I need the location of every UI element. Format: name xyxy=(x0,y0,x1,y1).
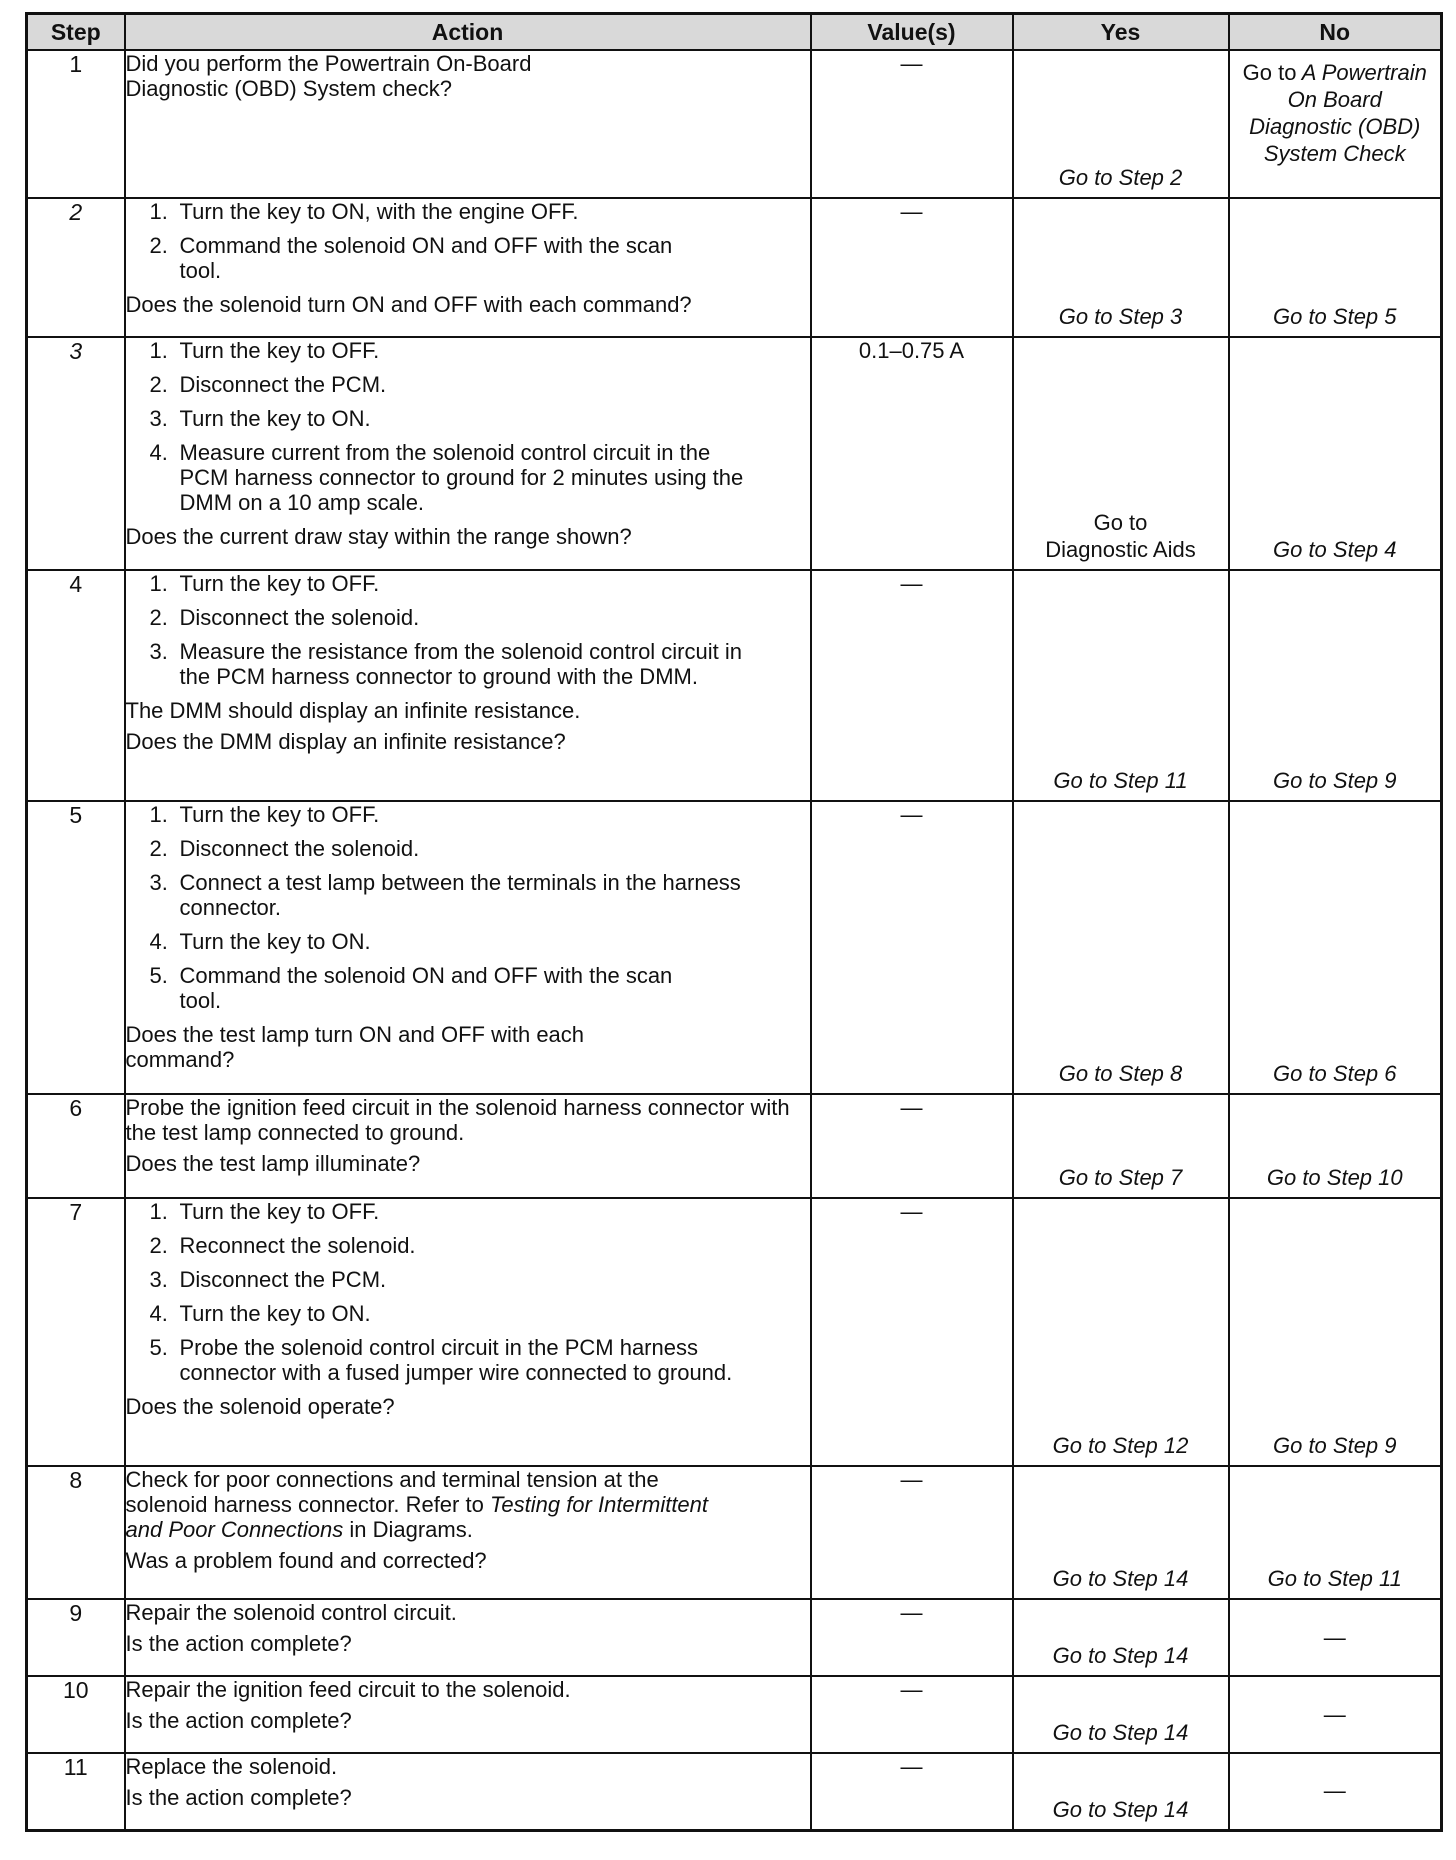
list-item: 2. Command the solenoid ON and OFF with the scan tool. xyxy=(126,233,810,283)
yes-cell xyxy=(1013,198,1229,337)
list-item-text: Reconnect the solenoid. xyxy=(179,1233,416,1258)
list-item-text: Command the solenoid ON and OFF with the scan tool. xyxy=(179,963,673,1013)
no-cell xyxy=(1229,1753,1442,1830)
value-cell: — xyxy=(811,1753,1013,1830)
instruction-list xyxy=(126,802,810,1013)
list-item: 4. Turn the key to ON. xyxy=(149,929,371,954)
step-number: 1 xyxy=(27,50,125,198)
list-item: 1. Turn the key to OFF. xyxy=(149,802,380,827)
step-number: 8 xyxy=(27,1466,125,1599)
yes-link[interactable]: Go to Step 8 xyxy=(1058,1061,1183,1086)
list-item-text: Measure current from the solenoid control circuit in the PCM harness connector to ground for 2 minutes using the DMM on a 10 amp scale. xyxy=(179,440,744,515)
action-cell xyxy=(125,337,811,570)
yes-link-line: Diagnostic Aids xyxy=(1045,537,1196,562)
no-link[interactable]: Go to Step 9 xyxy=(1272,768,1397,793)
yes-link[interactable]: Go to Step 12 xyxy=(1052,1433,1189,1458)
yes-cell xyxy=(1013,337,1229,570)
value-cell: 0.1–0.75 A xyxy=(811,337,1013,570)
value-cell: — xyxy=(811,1676,1013,1753)
action-cell xyxy=(125,1466,811,1599)
list-item: 1. Turn the key to OFF. xyxy=(149,571,380,596)
list-item: 1. Turn the key to ON, with the engine OFF. xyxy=(149,199,579,224)
no-cell xyxy=(1229,570,1442,801)
table-row xyxy=(27,198,1442,337)
no-cell xyxy=(1229,1676,1442,1753)
value-cell: — xyxy=(811,1094,1013,1198)
header-row xyxy=(27,14,1442,51)
step-number xyxy=(27,337,125,570)
action-cell xyxy=(125,801,811,1094)
value-cell: — xyxy=(811,570,1013,801)
no-cell xyxy=(1229,1599,1442,1676)
action-text-part: Check for poor connections and terminal tension at the solenoid harness connector. Refer to xyxy=(125,1467,659,1517)
diagnostic-table xyxy=(25,12,1443,1832)
action-question: Does the current draw stay within the range shown? xyxy=(125,524,632,549)
list-item: 2. Disconnect the solenoid. xyxy=(149,605,420,630)
yes-cell xyxy=(1013,1198,1229,1466)
action-cell xyxy=(125,50,811,198)
table-row xyxy=(27,50,1442,198)
yes-link[interactable]: Go to Step 14 xyxy=(1052,1566,1189,1591)
list-item: 1. Turn the key to OFF. xyxy=(149,1199,380,1224)
action-cell xyxy=(125,570,811,801)
action-text: Replace the solenoid. xyxy=(125,1754,338,1779)
action-cell xyxy=(125,1676,811,1753)
table-row xyxy=(27,801,1442,1094)
step-number-text: 3 xyxy=(69,338,83,364)
list-item-text: Turn the key to OFF. xyxy=(179,802,380,827)
list-item: 2. Disconnect the PCM. xyxy=(149,372,387,397)
action-text: Repair the ignition feed circuit to the solenoid. xyxy=(125,1677,571,1702)
action-text-part: Diagrams. xyxy=(372,1517,473,1542)
value-cell: — xyxy=(811,1599,1013,1676)
action-cell xyxy=(125,1599,811,1676)
table-row xyxy=(27,1094,1442,1198)
action-cell xyxy=(125,1094,811,1198)
list-item-text: Disconnect the PCM. xyxy=(179,1267,387,1292)
yes-link[interactable]: Go to Step 7 xyxy=(1058,1165,1183,1190)
list-item: 3. Connect a test lamp between the terminals in the harness connector. xyxy=(126,870,810,920)
yes-cell xyxy=(1013,1466,1229,1599)
action-question: Does the test lamp turn ON and OFF with each command? xyxy=(125,1022,585,1072)
list-item: 2. Disconnect the solenoid. xyxy=(149,836,420,861)
header-step: Step xyxy=(27,14,125,51)
action-question: Does the test lamp illuminate? xyxy=(125,1151,421,1176)
action-text xyxy=(126,1467,746,1542)
action-cell xyxy=(125,1198,811,1466)
yes-cell xyxy=(1013,570,1229,801)
action-text: Did you perform the Powertrain On-Board Diagnostic (OBD) System check? xyxy=(125,51,532,101)
list-item-text: Connect a test lamp between the terminals in the harness connector. xyxy=(179,870,741,920)
no-link[interactable]: Go to Step 9 xyxy=(1272,1433,1397,1458)
no-link[interactable]: Go to Step 6 xyxy=(1272,1061,1397,1086)
list-item: 3. Measure the resistance from the solenoid control circuit in the PCM harness connector to ground with the DMM. xyxy=(126,639,810,689)
value-cell: — xyxy=(811,801,1013,1094)
yes-link[interactable]: Go to Step 14 xyxy=(1052,1720,1189,1745)
table-row xyxy=(27,1198,1442,1466)
yes-cell xyxy=(1013,1676,1229,1753)
action-question: Is the action complete? xyxy=(125,1785,352,1810)
value-cell: — xyxy=(811,50,1013,198)
action-cell xyxy=(125,1753,811,1830)
list-item-text: Turn the key to ON. xyxy=(179,406,371,431)
action-question: Does the solenoid turn ON and OFF with each command? xyxy=(125,292,692,317)
step-number xyxy=(27,198,125,337)
instruction-list xyxy=(126,338,810,515)
list-item-text: Turn the key to OFF. xyxy=(179,1199,380,1224)
no-cell xyxy=(1229,198,1442,337)
table-row xyxy=(27,1599,1442,1676)
diagnostic-document xyxy=(25,12,1440,1832)
list-item-text: Turn the key to OFF. xyxy=(179,338,380,363)
list-item: 5. Command the solenoid ON and OFF with the scan tool. xyxy=(126,963,810,1013)
yes-cell xyxy=(1013,1599,1229,1676)
yes-link[interactable]: Go to Step 14 xyxy=(1052,1796,1189,1822)
yes-link[interactable]: Go to Step 14 xyxy=(1052,1643,1189,1668)
list-item-text: Turn the key to OFF. xyxy=(179,571,380,596)
yes-link[interactable]: Go to Step 3 xyxy=(1058,304,1183,329)
step-number: 11 xyxy=(27,1753,125,1830)
list-item: 5. Probe the solenoid control circuit in the PCM harness connector with a fused jumper wire connected to ground. xyxy=(126,1335,810,1385)
table-row xyxy=(27,1676,1442,1753)
action-question: Does the solenoid operate? xyxy=(125,1394,395,1419)
step-number: 9 xyxy=(27,1599,125,1676)
value-cell: — xyxy=(811,198,1013,337)
no-link[interactable] xyxy=(1230,51,1441,167)
list-item: 4. Turn the key to ON. xyxy=(149,1301,371,1326)
no-link[interactable]: Go to Step 10 xyxy=(1266,1165,1403,1190)
no-cell xyxy=(1229,337,1442,570)
action-text: Probe the ignition feed circuit in the solenoid harness connector with the test lamp connected to ground. xyxy=(125,1095,790,1145)
action-question: Is the action complete? xyxy=(125,1631,352,1656)
instruction-list xyxy=(126,571,810,689)
yes-cell xyxy=(1013,1753,1229,1830)
table-row xyxy=(27,1466,1442,1599)
header-no: No xyxy=(1229,14,1442,51)
no-cell xyxy=(1229,801,1442,1094)
value-cell: — xyxy=(811,1198,1013,1466)
action-text: Repair the solenoid control circuit. xyxy=(125,1600,457,1625)
no-link-prefix: Go to xyxy=(1242,60,1297,85)
list-item: 1. Turn the key to OFF. xyxy=(149,338,380,363)
no-link-reference: A Powertrain On Board Diagnostic (OBD) System Check xyxy=(1249,60,1427,166)
step-number: 6 xyxy=(27,1094,125,1198)
header-values: Value(s) xyxy=(811,14,1013,51)
step-number: 5 xyxy=(27,801,125,1094)
header-action: Action xyxy=(125,14,811,51)
yes-link[interactable]: Go to Step 11 xyxy=(1053,768,1188,793)
step-number: 10 xyxy=(27,1676,125,1753)
step-number: 7 xyxy=(27,1198,125,1466)
list-item-text: Disconnect the solenoid. xyxy=(179,836,420,861)
header-yes: Yes xyxy=(1013,14,1229,51)
table-row xyxy=(27,570,1442,801)
list-item-text: Command the solenoid ON and OFF with the scan tool. xyxy=(179,233,673,283)
list-item-text: Disconnect the solenoid. xyxy=(179,605,420,630)
instruction-list xyxy=(126,199,810,283)
no-value: — xyxy=(1323,1778,1346,1804)
no-link[interactable]: Go to Step 4 xyxy=(1272,537,1397,562)
no-link[interactable]: Go to Step 5 xyxy=(1272,304,1397,329)
no-cell xyxy=(1229,1466,1442,1599)
list-item: 3. Turn the key to ON. xyxy=(149,406,371,431)
action-question: Does the DMM display an infinite resistance? xyxy=(125,729,566,754)
list-item: 3. Disconnect the PCM. xyxy=(149,1267,387,1292)
step-number-text: 2 xyxy=(69,199,83,225)
yes-link[interactable]: Go to Step 2 xyxy=(1058,165,1183,190)
yes-cell xyxy=(1013,1094,1229,1198)
list-item-text: Turn the key to ON. xyxy=(179,929,371,954)
list-item: 2. Reconnect the solenoid. xyxy=(149,1233,416,1258)
action-cell xyxy=(125,198,811,337)
yes-link-line: Go to xyxy=(1093,510,1148,535)
no-cell xyxy=(1229,50,1442,198)
action-question: Was a problem found and corrected? xyxy=(125,1548,487,1573)
yes-link[interactable] xyxy=(1014,509,1228,563)
list-item-text: Probe the solenoid control circuit in the PCM harness connector with a fused jumper wire connected to ground. xyxy=(179,1335,733,1385)
action-text: The DMM should display an infinite resistance. xyxy=(125,698,581,723)
yes-cell xyxy=(1013,801,1229,1094)
list-item-text: Disconnect the PCM. xyxy=(179,372,387,397)
no-cell xyxy=(1229,1198,1442,1466)
list-item-text: Turn the key to ON, with the engine OFF. xyxy=(179,199,579,224)
yes-cell xyxy=(1013,50,1229,198)
table-row xyxy=(27,337,1442,570)
reference-link[interactable]: Testing for Intermittent and Poor Connections xyxy=(125,1492,709,1542)
value-cell: — xyxy=(811,1466,1013,1599)
list-item: 4. Measure current from the solenoid control circuit in the PCM harness connector to ground for 2 minutes using the DMM on a 10 amp scale. xyxy=(126,440,810,515)
list-item-text: Turn the key to ON. xyxy=(179,1301,371,1326)
instruction-list xyxy=(126,1199,810,1385)
no-cell xyxy=(1229,1094,1442,1198)
table-row xyxy=(27,1753,1442,1830)
no-value: — xyxy=(1323,1701,1346,1727)
list-item-text: Measure the resistance from the solenoid control circuit in the PCM harness connector to ground with the DMM. xyxy=(179,639,742,689)
no-link[interactable]: Go to Step 11 xyxy=(1267,1566,1402,1591)
no-value: — xyxy=(1323,1624,1346,1650)
step-number: 4 xyxy=(27,570,125,801)
action-question: Is the action complete? xyxy=(125,1708,352,1733)
action-text-part: in xyxy=(349,1517,367,1542)
